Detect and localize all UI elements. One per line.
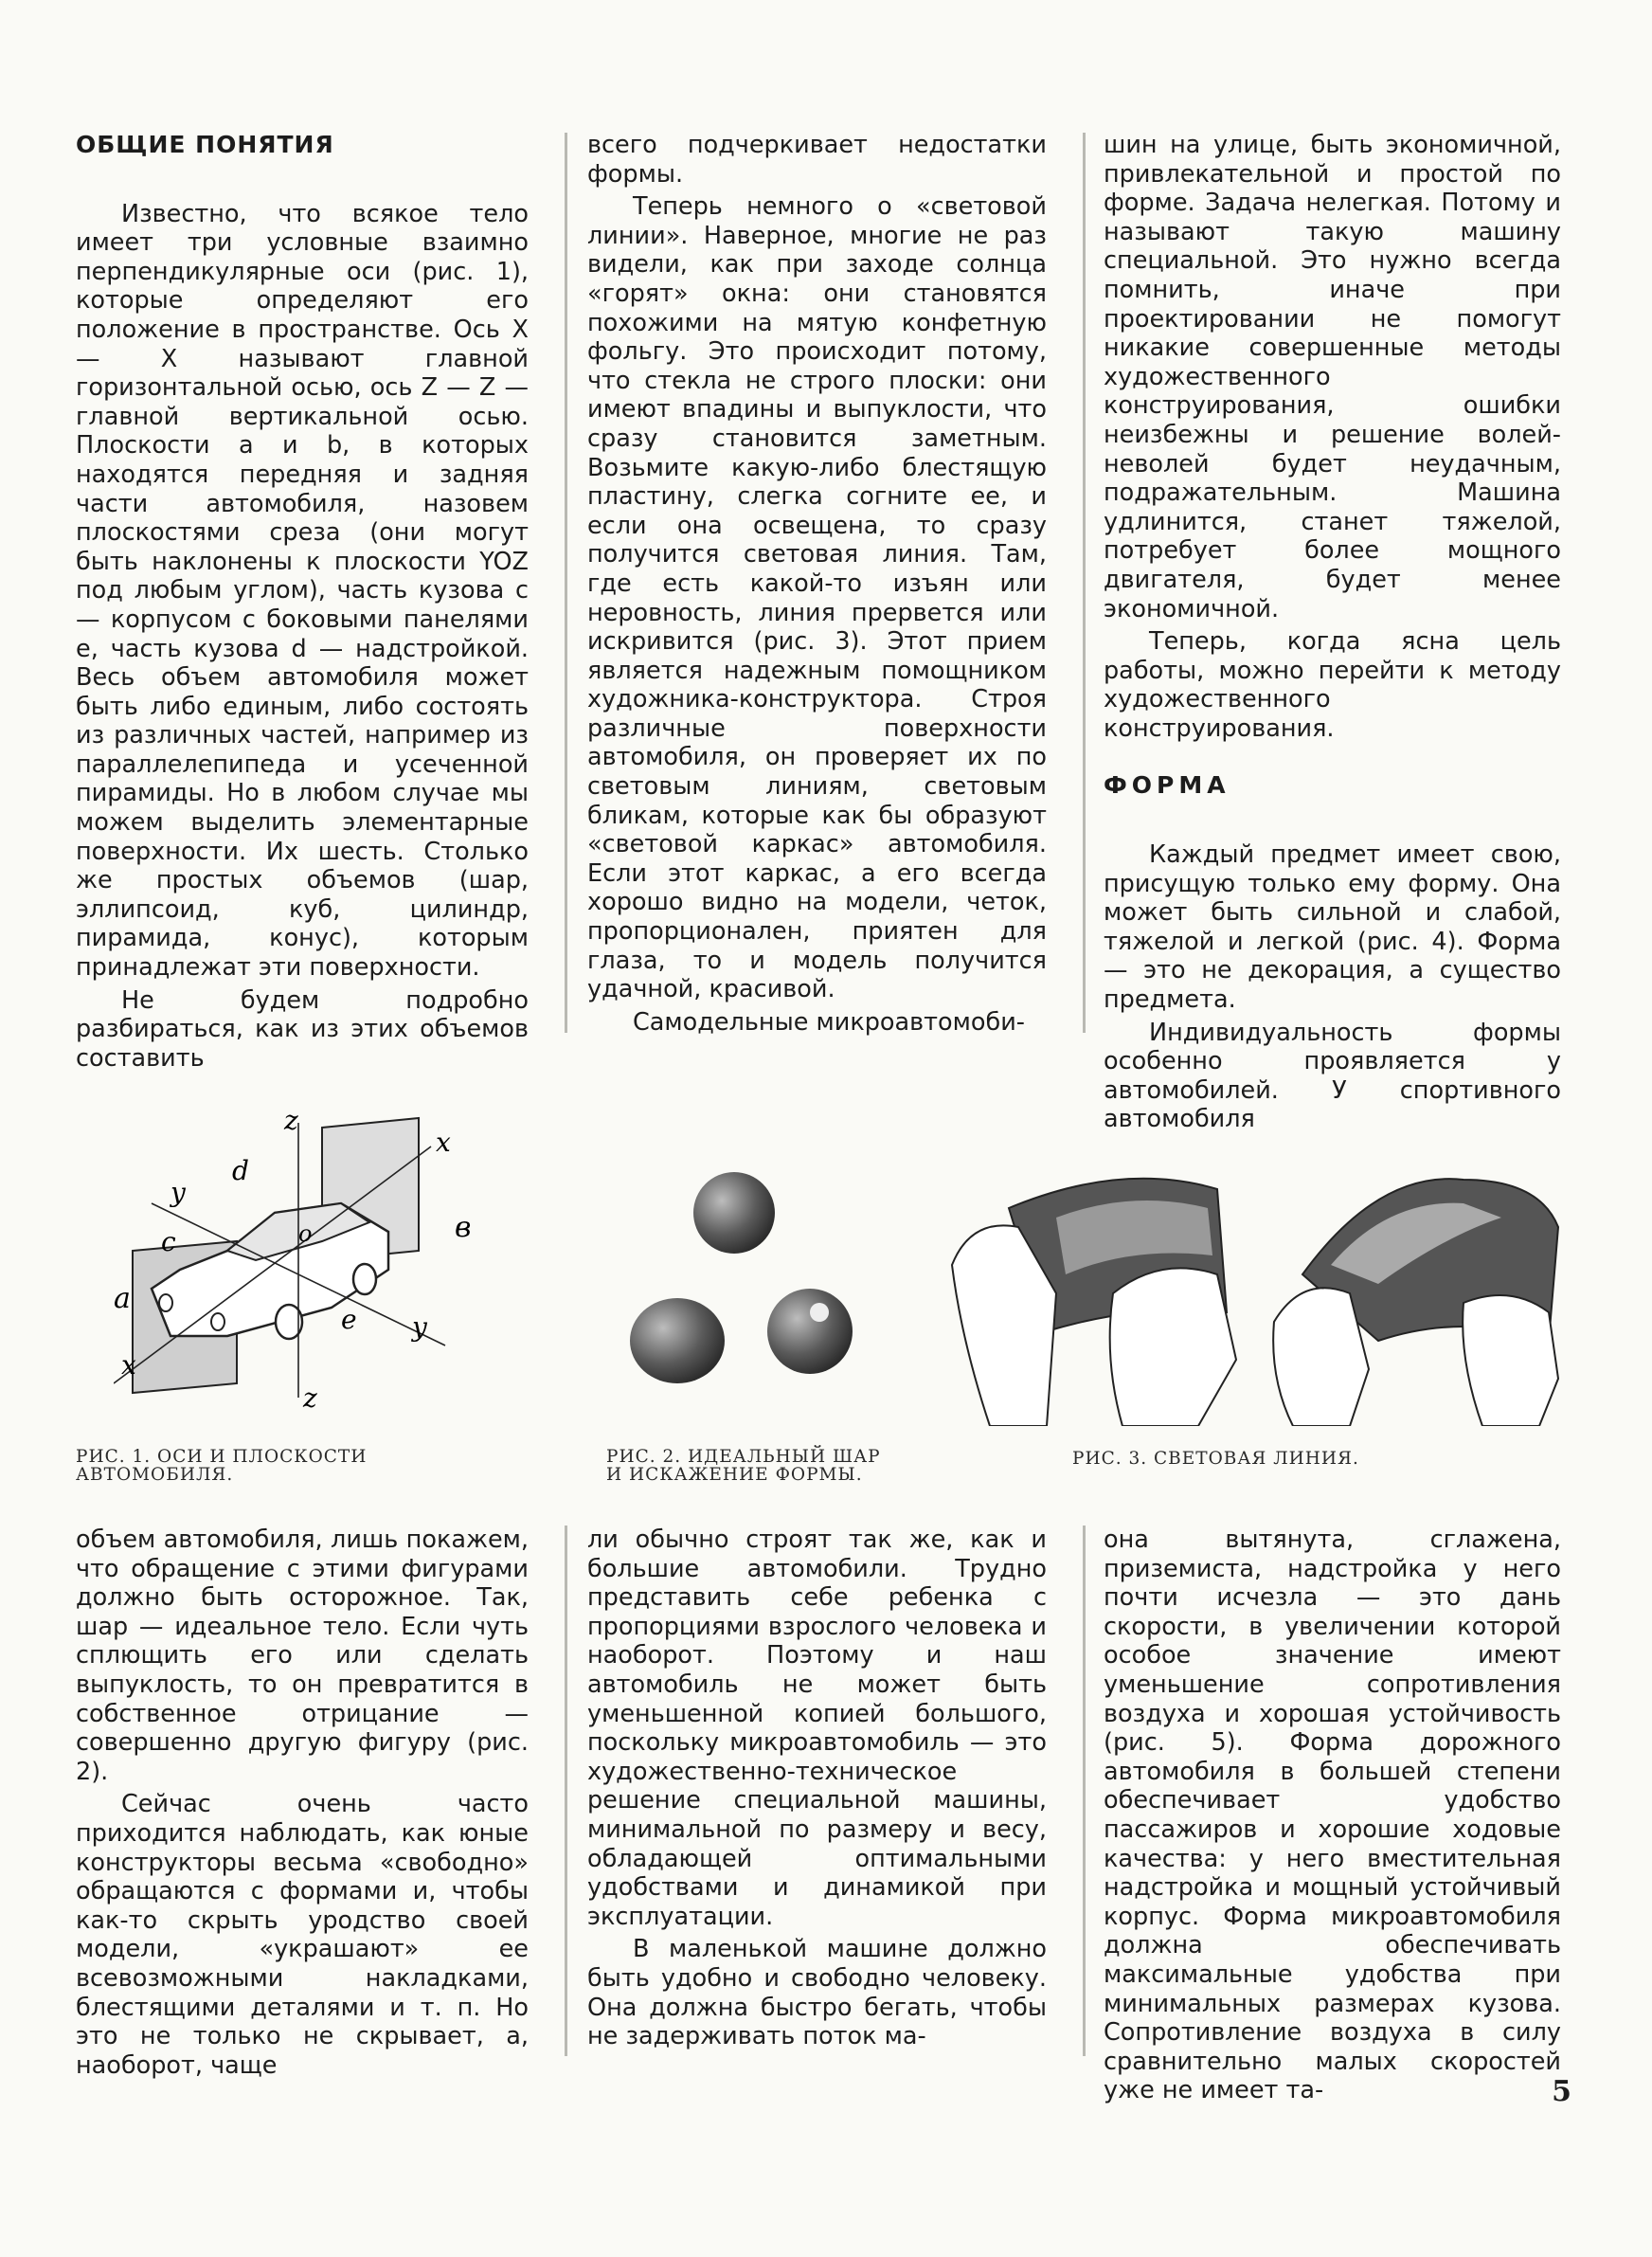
column-rule — [565, 133, 567, 1033]
dented-sphere — [767, 1289, 853, 1374]
paragraph: всего подчеркивает недостатки формы. — [587, 131, 1047, 189]
label-y-left: y — [171, 1177, 186, 1208]
paragraph: Сейчас очень часто приходится наблюдать, как юные конструкторы весьма «свободно» обращаются с формами и, чтобы как-то скрыть уродство своей модели, «украшают» ее всевозможными накладками, блестящими деталями и т. п. Но это не только не скрывает, а, наоборот, чаще — [76, 1790, 529, 2080]
section-heading-form: ФОРМА — [1104, 771, 1230, 800]
label-x-top: x — [436, 1127, 451, 1158]
label-b: в — [455, 1211, 472, 1244]
paragraph: Индивидуальность формы особенно проявляется у автомобилей. У спортивного автомобиля — [1104, 1018, 1561, 1134]
figure-2-spheres — [625, 1165, 871, 1412]
paragraph: она вытянута, сглажена, приземиста, надстройка у него почти исчезла — это дань скорости, в увеличении которой особое значение имеют уменьшение сопротивления воздуха и хорошая устойчивость (рис. 5). Форма дорожного автомобиля в большей степени обеспечивает удобство пассажиров и хорошие ходовые качества: у него вместительная надстройка и мощный устойчивый корпус. Форма микроавтомобиля должна обеспечивать максимальные удобства при минимальных размерах кузова. Сопротивление воздуха в силу сравнительно малых скоростей уже не имеет та- — [1104, 1526, 1561, 2105]
paragraph: В маленькой машине должно быть удобно и свободно человеку. Она должна быстро бегать, чтобы не задерживать поток ма- — [587, 1935, 1047, 2051]
label-d: d — [232, 1155, 249, 1186]
paragraph: Теперь, когда ясна цель работы, можно перейти к методу художественного конструирования. — [1104, 627, 1561, 743]
figure-3-caption: РИС. 3. СВЕТОВАЯ ЛИНИЯ. — [1072, 1449, 1359, 1469]
paragraph: объем автомобиля, лишь покажем, что обращение с этими фигурами должно быть осторожное. Так, шар — идеальное тело. Если чуть сплющить его или сделать выпуклость, то он превратится в собственное отрицание — совершенно другую фигуру (рис. 2). — [76, 1526, 529, 1786]
paragraph: шин на улице, быть экономичной, привлекательной и простой по форме. Задача нелегкая. Потому и называют такую машину специальной. Это нужно всегда помнить, иначе при проектировании не помогут никакие совершенные методы художественного конструирования, ошибки неизбежны и решение волей-неволей будет неудачным, подражательным. Машина удлинится, станет тяжелой, потребует более мощного двигателя, будет менее экономичной. — [1104, 131, 1561, 623]
flattened-sphere — [630, 1298, 725, 1383]
paragraph: Не будем подробно разбираться, как из этих объемов составить — [76, 985, 529, 1073]
label-a: a — [114, 1282, 131, 1315]
bottom-column-1 — [76, 1526, 529, 2080]
label-x-bottom: x — [121, 1349, 136, 1381]
label-z-top: z — [284, 1109, 298, 1136]
top-column-1 — [76, 131, 529, 1073]
label-o: o — [298, 1220, 313, 1247]
column-rule — [1083, 1526, 1086, 2056]
paragraph: Самодельные микроавтомоби- — [633, 1007, 1025, 1037]
section-heading-general: ОБЩИЕ ПОНЯТИЯ — [76, 131, 334, 158]
label-c: c — [161, 1226, 176, 1257]
paragraph: Известно, что всякое тело имеет три условные взаимно перпендикулярные оси (рис. 1), которые определяют его положение в пространстве. Ось X — X называют главной горизонтальной осью, ось Z — Z — главной вертикальной осью. Плоскости a и b, в которых находятся передняя и задняя части автомобиля, назовем плоскостями среза (они могут быть наклонены к плоскости YOZ под любым углом), часть кузова c — корпусом с боковыми панелями e, часть кузова d — надстройкой. Весь объем автомобиля может быть либо единым, либо состоять из различных частей, например из параллелепипеда и усеченной пирамиды. Но в любом случае мы можем выделить элементарные поверхности. Их шесть. Столько же простых объемов (шар, эллипсоид, куб, цилиндр, пирамида, конус), которым принадлежат эти поверхности. — [76, 199, 529, 983]
label-z-bottom: z — [303, 1382, 317, 1412]
figure-1-caption: РИС. 1. ОСИ И ПЛОСКОСТИ АВТОМОБИЛЯ. — [76, 1447, 368, 1485]
ideal-sphere — [693, 1172, 775, 1254]
figure-1-car-axes — [114, 1109, 512, 1412]
bottom-column-2 — [587, 1526, 1047, 2051]
column-rule — [565, 1526, 567, 2056]
figure-3-light-line — [933, 1151, 1577, 1426]
label-y-right: y — [412, 1311, 427, 1343]
bottom-column-3 — [1104, 1526, 1561, 2105]
paragraph: ли обычно строят так же, как и большие автомобили. Трудно представить себе ребенка с пропорциями взрослого человека и наоборот. Поэтому и наш автомобиль не может быть уменьшенной копией большого, поскольку микроавтомобиль — это художественно-техническое решение специальной машины, минимальной по размеру и весу, обладающей оптимальными удобствами и динамикой при эксплуатации. — [587, 1526, 1047, 1931]
figure-2-caption: РИС. 2. ИДЕАЛЬНЫЙ ШАР И ИСКАЖЕНИЕ ФОРМЫ. — [606, 1447, 881, 1485]
page-number: 5 — [1552, 2075, 1571, 2108]
paragraph: Каждый предмет имеет свою, присущую только ему форму. Она может быть сильной и слабой, тяжелой и легкой (рис. 4). Форма — это не декорация, а существо предмета. — [1104, 840, 1561, 1015]
top-column-3 — [1104, 131, 1561, 1134]
column-rule — [1083, 133, 1086, 1033]
top-column-2 — [587, 131, 1047, 1037]
label-e: e — [341, 1304, 357, 1335]
paragraph: Теперь немного о «световой линии». Наверное, многие не раз видели, как при заходе солнца «горят» окна: они становятся похожими на мятую конфетную фольгу. Это происходит потому, что стекла не строго плоски: они имеют впадины и выпуклости, что сразу становится заметным. Возьмите какую-либо блестящую пластину, слегка согните ее, и если она освещена, то сразу получится световая линия. Там, где есть какой-то изъян или неровность, линия прервется или искривится (рис. 3). Этот прием является надежным помощником художника-конструктора. Строя различные поверхности автомобиля, он проверяет их по световым линиям, световым бликам, которые как бы образуют «световой каркас» автомобиля. Если этот каркас, а его всегда хорошо видно на модели, четок, пропорционален, приятен для глаза, то и модель получится удачной, красивой. — [587, 192, 1047, 1004]
